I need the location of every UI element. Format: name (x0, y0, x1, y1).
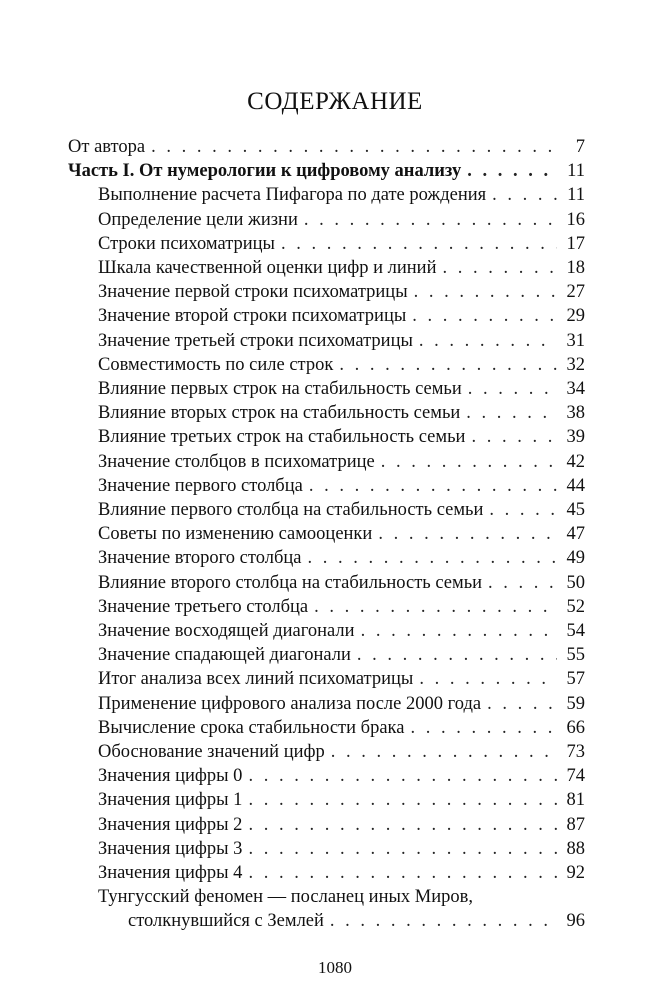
dot-leader (488, 572, 557, 594)
toc-entry-page: 16 (566, 209, 585, 230)
toc-entry-page: 11 (567, 185, 585, 206)
toc-entry-title: Совместимость по силе строк (98, 354, 334, 375)
dot-leader (419, 330, 557, 352)
toc-entry (98, 426, 585, 448)
toc-entry (98, 741, 585, 763)
dot-leader (467, 160, 557, 182)
toc-entry (98, 838, 585, 860)
toc-entry-page: 49 (566, 548, 585, 569)
dot-leader (248, 862, 557, 884)
toc-entry-page: 45 (566, 500, 585, 520)
toc-entry-page: 66 (566, 717, 585, 738)
toc-entry (98, 789, 585, 811)
toc-entry (98, 765, 585, 787)
toc-entry-title: Значения цифры 4 (98, 863, 243, 883)
toc-entry-title: Часть I. От нумерологии к цифровому анализу (68, 161, 462, 182)
dot-leader (151, 136, 557, 158)
toc-entry-page: 92 (566, 863, 585, 883)
dot-leader (330, 910, 557, 932)
toc-entry-page: 54 (566, 621, 585, 641)
toc-entry (98, 620, 585, 642)
dot-leader (248, 765, 557, 787)
dot-leader (248, 814, 557, 836)
dot-leader (489, 499, 557, 521)
toc-entry-page: 17 (566, 233, 585, 254)
toc-entry-title: Значение второй строки психоматрицы (98, 306, 407, 327)
dot-leader (357, 644, 557, 666)
toc-entry (98, 451, 585, 473)
toc-entry-title: Значение первой строки психоматрицы (98, 282, 408, 303)
toc-entry-page: 87 (566, 814, 585, 835)
toc-entry-page: 59 (566, 693, 585, 714)
dot-leader (412, 305, 557, 327)
dot-leader (248, 838, 557, 860)
toc-entry-title: Вычисление срока стабильности брака (98, 717, 405, 738)
dot-leader (442, 257, 557, 279)
dot-leader (410, 717, 557, 739)
toc-entry-title: Строки психоматрицы (98, 233, 275, 254)
dot-leader (248, 789, 557, 811)
toc-entry (98, 402, 585, 424)
dot-leader (307, 547, 557, 569)
toc-entry (98, 523, 585, 545)
toc-entry-page: 88 (566, 838, 585, 859)
toc-entry-page: 47 (566, 524, 585, 545)
toc-entry-title: Значение спадающей диагонали (98, 645, 351, 666)
toc-entry-title: Выполнение расчета Пифагора по дате рождения (98, 185, 487, 206)
toc-entry (98, 330, 585, 352)
toc-entry-page: 27 (566, 282, 585, 303)
toc-entry-title: Значения цифры 3 (98, 838, 243, 859)
toc-entry-title: Значение третьей строки психоматрицы (98, 330, 413, 351)
toc-entry (98, 547, 585, 569)
toc-entry-title: Значения цифры 2 (98, 814, 243, 835)
toc-entry-title: Значение столбцов в психоматрице (98, 451, 375, 472)
toc-entry (98, 862, 585, 884)
toc-entry (68, 160, 585, 182)
toc-entry (128, 910, 585, 932)
toc-entry (98, 233, 585, 255)
dot-leader (466, 402, 557, 424)
dot-leader (381, 451, 557, 473)
toc-entry (98, 184, 585, 206)
toc-entry-page: 32 (566, 354, 585, 375)
dot-leader (331, 741, 557, 763)
toc-entry-title-line2: столкнувшийся с Землей (128, 911, 324, 932)
toc-entry (68, 136, 585, 158)
toc-entry-page: 18 (566, 258, 585, 278)
toc-entry-title: Значение восходящей диагонали (98, 621, 355, 641)
dot-leader (378, 523, 557, 545)
toc-entry-title: Значения цифры 0 (98, 766, 243, 787)
toc-entry-title: Шкала качественной оценки цифр и линий (98, 258, 437, 278)
toc-entry-title: Значения цифры 1 (98, 790, 243, 811)
toc-entry (98, 572, 585, 594)
toc-entry-title: От автора (68, 137, 146, 157)
toc-entry-page: 7 (575, 137, 585, 157)
toc-entry (98, 281, 585, 303)
dot-leader (361, 620, 557, 642)
toc-entry-page: 42 (566, 451, 585, 472)
toc-entry (98, 596, 585, 618)
toc-entry (98, 209, 585, 231)
toc-entry (98, 257, 585, 279)
dot-leader (314, 596, 557, 618)
toc-entry (98, 717, 585, 739)
toc-entry-title: Советы по изменению самооценки (98, 524, 373, 545)
toc-entry-title: Обоснование значений цифр (98, 742, 325, 762)
toc-entry-page: 57 (566, 669, 585, 690)
toc-entry (98, 644, 585, 666)
toc-entry-page: 73 (566, 742, 585, 762)
dot-leader (304, 209, 557, 231)
toc-entry-title: Определение цели жизни (98, 209, 298, 230)
dot-leader (487, 693, 557, 715)
toc-entry-title: Значение второго столбца (98, 548, 302, 569)
toc-entry (98, 499, 585, 521)
toc-entry (98, 378, 585, 400)
dot-leader (471, 426, 557, 448)
dot-leader (492, 184, 557, 206)
toc-entry-page: 55 (566, 645, 585, 666)
page-title: СОДЕРЖАНИЕ (247, 88, 423, 115)
toc-entry-page: 52 (566, 596, 585, 617)
toc-entry-page: 50 (566, 572, 585, 593)
dot-leader (468, 378, 557, 400)
toc-entry (98, 814, 585, 836)
toc-entry-page: 39 (566, 427, 585, 448)
toc-entry-page: 29 (566, 306, 585, 327)
toc-entry-title: Значение третьего столбца (98, 596, 309, 617)
toc-entry-page: 38 (566, 403, 585, 424)
toc-entry-title-line1: Тунгусский феномен — посланец иных Миров, (98, 887, 473, 908)
toc-entry-page: 44 (566, 475, 585, 496)
toc-entry-title: Значение первого столбца (98, 475, 303, 496)
toc-entry-page: 31 (566, 330, 585, 351)
toc-entry-title: Влияние вторых строк на стабильность семьи (98, 403, 461, 424)
toc-entry-page: 11 (567, 161, 585, 182)
dot-leader (281, 233, 557, 255)
dot-leader (414, 281, 557, 303)
toc-entry-title: Итог анализа всех линий психоматрицы (98, 669, 414, 690)
toc-entry-title: Влияние первого столбца на стабильность семьи (98, 500, 484, 520)
dot-leader (309, 475, 557, 497)
toc-entry-title: Влияние третьих строк на стабильность семьи (98, 427, 466, 448)
toc-entry (98, 475, 585, 497)
toc-entry (98, 693, 585, 715)
toc-entry (98, 668, 585, 690)
toc-entry-title: Применение цифрового анализа после 2000 года (98, 693, 482, 714)
toc-entry (98, 354, 585, 376)
toc-entry-title: Влияние первых строк на стабильность семьи (98, 379, 462, 399)
toc-entry-page: 74 (566, 766, 585, 787)
toc-entry-page: 81 (566, 790, 585, 811)
toc-entry-page: 34 (566, 379, 585, 399)
dot-leader (339, 354, 557, 376)
toc-entry-title: Влияние второго столбца на стабильность семьи (98, 572, 483, 593)
page-number: 1080 (318, 958, 352, 977)
toc-entry-page: 96 (566, 911, 585, 932)
dot-leader (419, 668, 557, 690)
toc-entry (98, 305, 585, 327)
